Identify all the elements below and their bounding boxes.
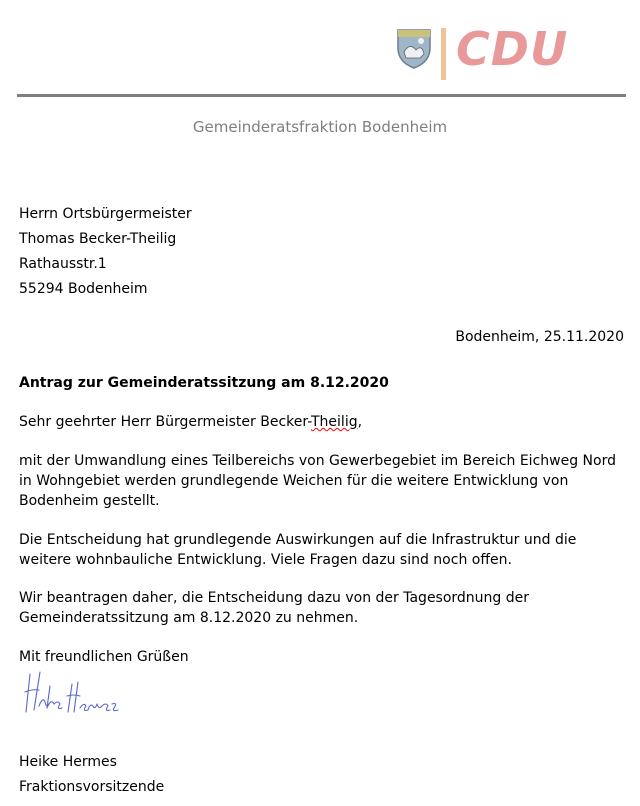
place-date: Bodenheim, 25.11.2020 xyxy=(455,329,624,345)
salutation-text: Sehr geehrter Herr Bürgermeister Becker- xyxy=(19,414,311,430)
logo-divider xyxy=(441,28,446,80)
cdu-logo xyxy=(394,22,604,80)
body-paragraph-3: Wir beantragen daher, die Entscheidung dazu von der Tagesordnung der Gemeinderatssitzung am 8.12.2020 zu nehmen. xyxy=(19,590,530,626)
municipal-crest-icon xyxy=(394,26,434,70)
recipient-line-3: Rathausstr.1 xyxy=(19,256,107,272)
salutation-comma: , xyxy=(357,414,363,430)
body-paragraph-1: mit der Umwandlung eines Teilbereichs von Gewerbegebiet im Bereich Eichweg Nord in Wohngebiet werden grundlegende Weichen für die weitere Entwicklung von Bodenheim gestellt. xyxy=(19,453,616,509)
signatory-role: Fraktionsvorsitzende xyxy=(19,779,165,795)
cdu-wordmark: CDU xyxy=(456,22,569,76)
header-rule xyxy=(17,94,626,97)
recipient-line-2: Thomas Becker-Theilig xyxy=(19,231,177,247)
body-paragraph-2: Die Entscheidung hat grundlegende Auswirkungen auf die Infrastruktur und die weitere wohnbauliche Entwicklung. Viele Fragen dazu sind noch offen. xyxy=(19,532,577,568)
closing-line: Mit freundlichen Grüßen xyxy=(19,649,189,665)
handwritten-signature xyxy=(20,670,130,718)
faction-subtitle: Gemeinderatsfraktion Bodenheim xyxy=(192,118,448,136)
signatory-name: Heike Hermes xyxy=(19,754,117,770)
recipient-line-1: Herrn Ortsbürgermeister xyxy=(19,206,192,222)
recipient-line-4: 55294 Bodenheim xyxy=(19,281,148,297)
subject-line: Antrag zur Gemeinderatssitzung am 8.12.2020 xyxy=(19,375,389,391)
salutation xyxy=(19,412,362,432)
spellcheck-word: Theilig xyxy=(311,414,358,430)
